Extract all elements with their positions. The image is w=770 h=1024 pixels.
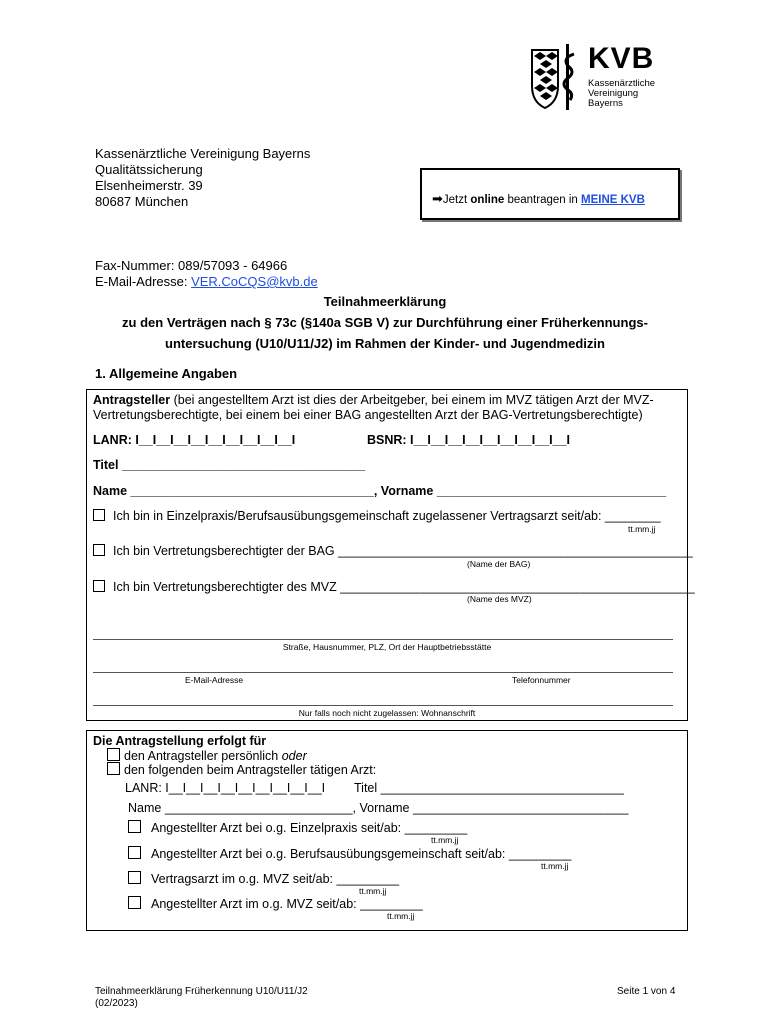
checkbox-personal[interactable] xyxy=(107,748,120,761)
title-field[interactable]: Titel ___________________________________ xyxy=(93,458,366,472)
contact-info: Fax-Nummer: 089/57093 - 64966 E-Mail-Adresse: VER.CoCQS@kvb.de xyxy=(95,258,318,289)
footer-doc-name: Teilnahmeerklärung Früherkennung U10/U11/J2 xyxy=(95,986,308,997)
recipient-address xyxy=(95,146,310,210)
footer xyxy=(95,986,308,1010)
logo-line-3: Bayerns xyxy=(588,98,623,109)
fax-number: Fax-Nummer: 089/57093 - 64966 xyxy=(95,258,288,273)
section-heading: 1. Allgemeine Angaben xyxy=(95,366,238,381)
address-line: Elsenheimerstr. 39 xyxy=(95,178,203,193)
address-line: 80687 München xyxy=(95,194,189,209)
doctor-name-field[interactable]: Name ___________________________, Vorname _______________________________ xyxy=(128,801,629,815)
document-title: Teilnahmeerklärung zu den Verträgen nach § 73c (§140a SGB V) zur Durchführung einer Früherkennungs- untersuchung (U10/U11/J2) im Rahmen der Kinder- und Jugendmedizin xyxy=(122,294,648,351)
checkbox-einzelpraxis[interactable] xyxy=(93,509,105,521)
lanr-field[interactable]: LANR: I__I__I__I__I__I__I__I__I__I xyxy=(93,433,296,447)
arrow-right-icon: ➡ xyxy=(432,191,443,206)
home-address-input-line[interactable] xyxy=(93,705,673,706)
kvb-logo xyxy=(528,42,668,112)
address-line: Kassenärztliche Vereinigung Bayerns xyxy=(95,146,311,161)
address-line: Qualitätssicherung xyxy=(95,162,203,177)
page-number: Seite 1 von 4 xyxy=(617,986,676,997)
kvb-wordmark: KVB xyxy=(588,42,655,75)
doctor-lanr-field[interactable]: LANR: I__I__I__I__I__I__I__I__I__I xyxy=(125,781,326,795)
meine-kvb-link[interactable]: MEINE KVB xyxy=(581,194,645,206)
checkbox-other-doctor[interactable] xyxy=(107,762,120,775)
online-apply-box[interactable]: ➡Jetzt online beantragen in MEINE KVB xyxy=(420,168,680,220)
logo-line-2: Vereinigung xyxy=(588,88,639,99)
logo-line-1: Kassenärztliche xyxy=(588,78,656,89)
bsnr-field[interactable]: BSNR: I__I__I__I__I__I__I__I__I__I xyxy=(367,433,570,447)
address-input-line[interactable] xyxy=(93,639,673,640)
checkbox-employed-bag[interactable] xyxy=(128,846,141,859)
checkbox-mvz[interactable] xyxy=(93,580,105,592)
email-link[interactable]: VER.CoCQS@kvb.de xyxy=(191,274,318,289)
bavaria-shield-icon xyxy=(528,42,584,112)
email-phone-input-line[interactable] xyxy=(93,672,673,673)
checkbox-bag[interactable] xyxy=(93,544,105,556)
footer-date: (02/2023) xyxy=(95,998,138,1009)
checkbox-contract-mvz[interactable] xyxy=(128,871,141,884)
applicant-section: Antragsteller (bei angestelltem Arzt ist dies der Arbeitgeber, bei einem im MVZ tätigen Arzt der MVZ- Vertretungsberechtigte, bei einem bei einer BAG angestellten Arzt der BAG-Vertretungsberechtigte) LANR: I__I__I__I__I__I__I__I__I__I BSNR: I__I__I__I__I__I__I__I__I__I Titel ___________________________________ Name ___________________________________, Vorname _________________________________ Ich bin in Einzelpraxis/Berufsausübungsgemeinschaft zugelassener Vertragsarzt seit/ab: ________ tt.mm.jj Ich bin Vertretungsberechtigter der BAG ___________________________________________________ (Name der BAG) Ich bin Vertretungsberechtigter des MVZ ___________________________________________________ (Name des MVZ) Straße, Hausnummer, PLZ, Ort der Hauptbetriebsstätte E-Mail-Adresse Telefonnummer Nur falls noch nicht zugelassen: Wohnanschrift xyxy=(86,389,688,721)
application-for-section: Die Antragstellung erfolgt für den Antragsteller persönlich oder den folgenden beim Antragsteller tätigen Arzt: LANR: I__I__I__I__I__I__I__I__I__I Titel ___________________________________ Name ___________________________, Vorname _______________________________ Angestellter Arzt bei o.g. Einzelpraxis seit/ab: _________ tt.mm.jj Angestellter Arzt bei o.g. Berufsausübungsgemeinschaft seit/ab: _________ tt.mm.jj Vertragsarzt im o.g. MVZ seit/ab: _________ tt.mm.jj Angestellter Arzt im o.g. MVZ seit/ab: _________ tt.mm.jj xyxy=(86,730,688,931)
doctor-title-field[interactable]: Titel ___________________________________ xyxy=(354,781,624,795)
checkbox-employed-einzelpraxis[interactable] xyxy=(128,820,141,833)
checkbox-employed-mvz[interactable] xyxy=(128,896,141,909)
name-field[interactable]: Name ___________________________________, Vorname _________________________________ xyxy=(93,484,667,498)
